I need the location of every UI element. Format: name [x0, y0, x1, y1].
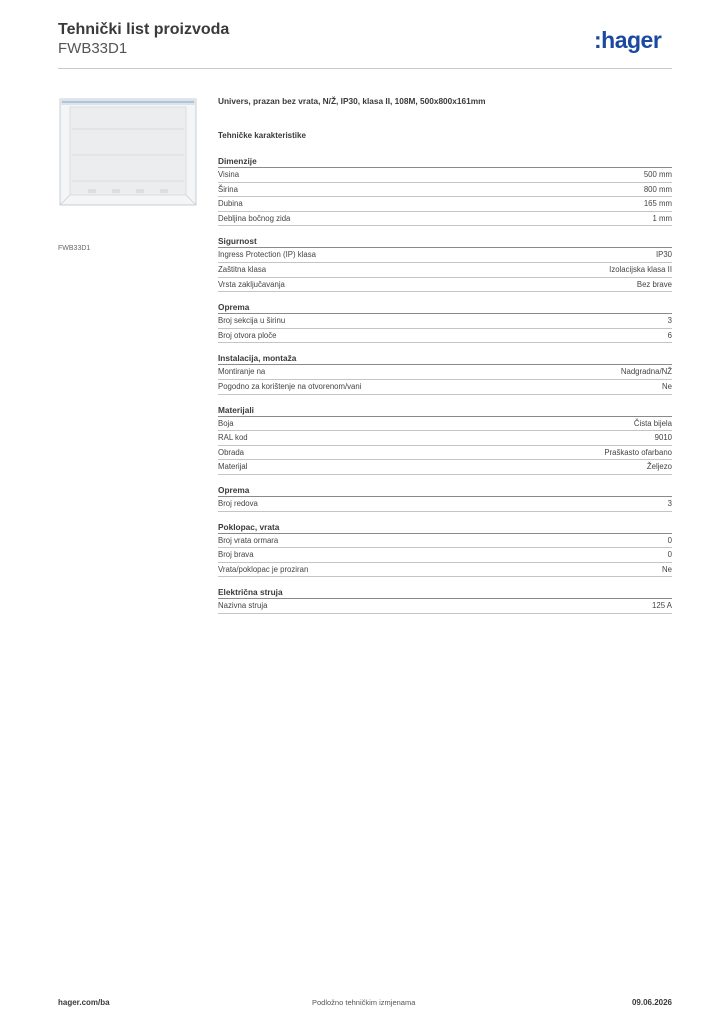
spec-value: Nadgradna/NŽ — [620, 367, 672, 377]
section-dimensions — [218, 155, 672, 226]
spec-label: Visina — [218, 170, 240, 179]
spec-label: Ingress Protection (IP) klasa — [218, 250, 316, 260]
spec-row — [218, 417, 672, 432]
section-title: Poklopac, vrata — [218, 521, 672, 534]
spec-row — [218, 168, 672, 183]
page-title: Tehnički list proizvoda — [58, 21, 230, 38]
spec-value: 165 mm — [643, 199, 672, 209]
spec-value: Ne — [662, 381, 672, 391]
section-title: Instalacija, montaža — [218, 352, 672, 365]
section-title: Oprema — [218, 484, 672, 497]
section-cover-door — [218, 521, 672, 578]
spec-value: Čista bijela — [633, 418, 672, 428]
header-divider — [58, 68, 672, 69]
section-title: Sigurnost — [218, 235, 672, 248]
spec-row — [218, 497, 672, 512]
product-code: FWB33D1 — [58, 40, 128, 57]
section-title: Dimenzije — [218, 155, 672, 168]
spec-row — [218, 183, 672, 198]
spec-label: RAL kod — [218, 433, 248, 443]
section-equipment-rows — [218, 484, 672, 512]
spec-value: 800 mm — [643, 184, 672, 194]
footer-date: 09.06.2026 — [631, 998, 672, 1007]
hager-logo — [594, 28, 674, 54]
footer-website: hager.com/ba — [58, 998, 110, 1007]
spec-value: 3 — [667, 316, 672, 326]
footer-note: Podložno tehničkim izmjenama — [312, 998, 416, 1007]
spec-label: Broj brava — [218, 550, 254, 560]
spec-row — [218, 212, 672, 227]
spec-value: 0 — [667, 550, 672, 560]
spec-label: Nazivna struja — [218, 601, 268, 611]
section-title: Materijali — [218, 404, 672, 417]
spec-row — [218, 248, 672, 263]
logo-text: :hager — [594, 28, 662, 53]
spec-label: Montiranje na — [218, 367, 266, 377]
spec-label: Pogodno za korištenje na otvorenom/vani — [218, 381, 362, 391]
section-materials — [218, 404, 672, 475]
spec-value: Bez brave — [636, 279, 672, 289]
image-caption: FWB33D1 — [58, 245, 91, 252]
spec-value: 125 A — [652, 601, 672, 611]
spec-row — [218, 460, 672, 475]
spec-label: Broj sekcija u širinu — [218, 316, 286, 326]
spec-row — [218, 563, 672, 578]
section-title: Oprema — [218, 301, 672, 314]
spec-label: Broj vrata ormara — [218, 535, 279, 545]
spec-row — [218, 548, 672, 563]
spec-value: Željezo — [646, 462, 672, 472]
spec-label: Vrata/poklopac je proziran — [218, 564, 309, 574]
spec-value: IP30 — [655, 250, 672, 260]
spec-value: Izolacijska klasa II — [609, 264, 672, 274]
spec-value: Ne — [662, 564, 672, 574]
spec-value: Praškasto ofarbano — [604, 447, 672, 457]
section-installation — [218, 352, 672, 394]
spec-label: Zaštitna klasa — [218, 264, 267, 274]
spec-row — [218, 314, 672, 329]
spec-row — [218, 263, 672, 278]
spec-label: Broj redova — [218, 498, 258, 508]
spec-value: 6 — [667, 330, 672, 340]
spec-content — [218, 96, 672, 623]
section-equipment — [218, 301, 672, 343]
section-safety — [218, 235, 672, 292]
spec-row — [218, 278, 672, 293]
spec-value: 3 — [667, 498, 672, 508]
spec-row — [218, 380, 672, 395]
spec-label: Debljina bočnog zida — [218, 213, 291, 223]
spec-row — [218, 446, 672, 461]
spec-value: 1 mm — [652, 213, 672, 223]
spec-row — [218, 329, 672, 344]
spec-value: 500 mm — [643, 170, 672, 179]
spec-value: 0 — [667, 535, 672, 545]
spec-label: Boja — [218, 418, 234, 428]
spec-label: Dubina — [218, 199, 243, 209]
spec-row — [218, 197, 672, 212]
spec-label: Obrada — [218, 447, 245, 457]
technical-characteristics-heading: Tehničke karakteristike — [218, 131, 306, 140]
spec-value: 9010 — [654, 433, 672, 443]
spec-row — [218, 534, 672, 549]
product-image — [58, 95, 198, 235]
spec-row — [218, 431, 672, 446]
section-electrical-current — [218, 586, 672, 614]
product-description: Univers, prazan bez vrata, N/Ž, IP30, klasa II, 108M, 500x800x161mm — [218, 96, 486, 106]
spec-label: Vrsta zaključavanja — [218, 279, 285, 289]
spec-row — [218, 365, 672, 380]
spec-label: Broj otvora ploče — [218, 330, 277, 340]
spec-row — [218, 599, 672, 614]
section-title: Električna struja — [218, 586, 672, 599]
spec-label: Materijal — [218, 462, 248, 472]
spec-label: Širina — [218, 184, 238, 194]
